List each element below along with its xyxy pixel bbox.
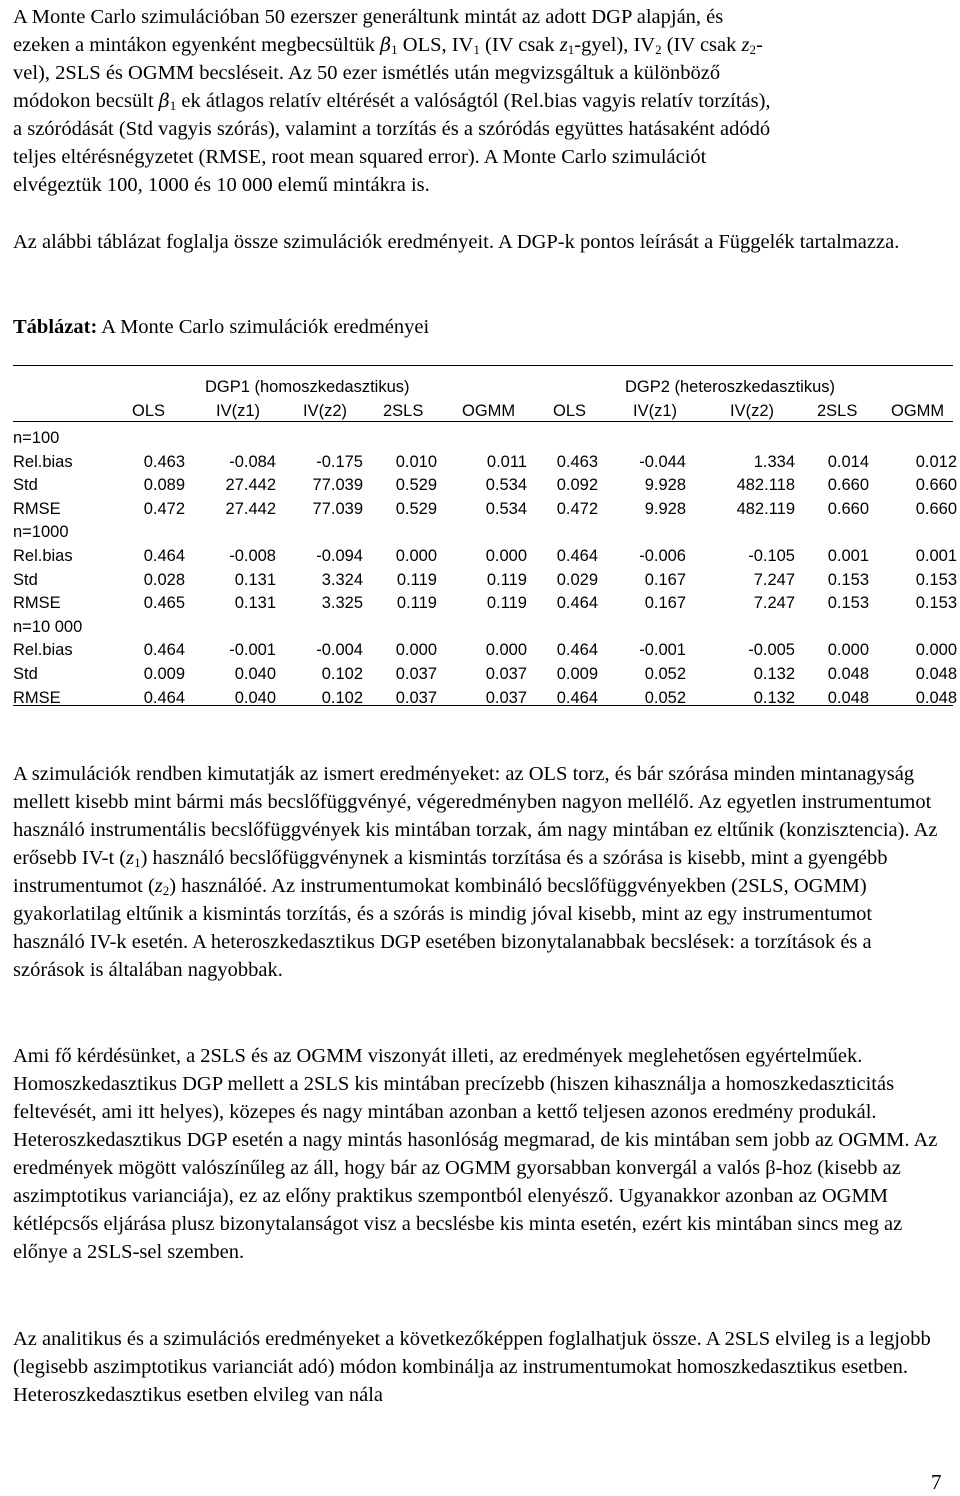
table-cell: -0.094 [316, 546, 363, 565]
table-caption [13, 313, 429, 341]
table-cell: 0.000 [395, 641, 437, 660]
table-cell: 0.029 [556, 570, 598, 589]
table-cell: 0.048 [827, 664, 869, 683]
table-row [13, 587, 957, 613]
sample-size-label: n=100 [13, 429, 60, 447]
table-cell: 482.119 [736, 499, 795, 518]
table-cell: 0.011 [486, 452, 527, 471]
row-label: Std [13, 664, 38, 683]
row-label: Rel.bias [13, 546, 73, 565]
table-cell: -0.001 [639, 641, 686, 660]
intro-line-5: a szóródását (Std vagyis szórás), valamint a torzítás és a szóródás együttes hatásaként adódó [13, 118, 771, 140]
intro-line-6: teljes eltérésnégyzetet (RMSE, root mean squared error). A Monte Carlo szimulációt [13, 146, 707, 168]
row-label: RMSE [13, 688, 61, 707]
column-header: IV(z1) [633, 402, 678, 420]
table-cell: 0.000 [915, 641, 957, 660]
table-cell: 9.928 [644, 499, 686, 518]
table-cell: 0.472 [143, 499, 185, 518]
table-cell: 0.102 [321, 664, 363, 683]
table-row [13, 682, 957, 707]
column-header: OLS [553, 402, 587, 420]
results-table [13, 365, 957, 707]
sample-size-label: n=1000 [13, 523, 69, 542]
table-cell: 0.529 [395, 499, 437, 518]
row-label: Rel.bias [13, 641, 73, 660]
column-header: OLS [132, 402, 166, 420]
table-cell: 27.442 [225, 499, 276, 518]
table-cell: 0.001 [827, 546, 869, 565]
sample-size-row [13, 611, 953, 635]
table-cell: 0.463 [143, 452, 185, 471]
table-cell: 0.465 [143, 594, 185, 613]
discussion-paragraph-2: Ami fő kérdésünket, a 2SLS és az OGMM viszonyát illeti, az eredmények meglehetősen egyértelműek. Homoszkedasztikus DGP mellett a 2SLS kis mintában precízebb (hiszen kihasználja a homoszkedaszticitás feltevését, ami itt helyes), közepes és nagy mintában azonban a kettő teljesen azonos eredmény produkál. Heteroszkedasztikus DGP esetén a nagy mintás hasonlóság megmarad, de kis mintában sem jobb az OGMM. Az eredmények mögött valószínűleg az áll, hogy bár az OGMM gyorsabban konvergál a valós β-hoz (kisebb az aszimptotikus varianciája), ez az előny praktikus szempontból elenyésző. Ugyanakkor azonban az OGMM kétlépcsős eljárása plusz bizonytalanságot visz a becslésbe kis minta esetén, ezért kis mintában sincs meg az előnye a 2SLS-sel szemben. [13, 1045, 938, 1263]
sample-size-label: n=10 000 [13, 617, 83, 636]
table-cell: 0.131 [234, 570, 276, 589]
table-row [13, 634, 957, 660]
table-cell: 0.153 [827, 594, 869, 613]
dgp1-header: DGP1 (homoszkedasztikus) [205, 378, 410, 396]
intro-line-4: módokon becsült $\beta_1$ ek átlagos relatív eltérését a valóságtól (Rel.bias vagyis relatív torzítás), [13, 90, 771, 113]
table-cell: 0.037 [485, 688, 527, 707]
table-cell: 0.131 [234, 594, 276, 613]
table-cell: -0.005 [748, 641, 795, 660]
table-cell: 0.660 [915, 476, 957, 495]
row-label: Std [13, 570, 38, 589]
table-cell: 0.153 [915, 570, 957, 589]
table-column-header [13, 395, 953, 422]
table-cell: 0.092 [556, 476, 598, 495]
intro-line-2: ezeken a mintákon egyenként megbecsültük $\beta_1$ OLS, $IV_1$ (IV csak $z_1-gyel$), $IV_2$ (IV csak $z_2-$ [13, 34, 763, 57]
table-cell: -0.084 [229, 452, 276, 471]
table-cell: 1.334 [753, 452, 795, 471]
table-cell: 7.247 [753, 570, 795, 589]
table-cell: 0.119 [396, 570, 437, 589]
table-cell: 0.028 [143, 570, 185, 589]
table-row [13, 446, 957, 471]
table-row [13, 658, 957, 683]
table-cell: 0.119 [486, 570, 527, 589]
table-cell: 77.039 [312, 499, 363, 518]
table-cell: 0.048 [827, 688, 869, 707]
row-label: Std [13, 476, 38, 495]
table-cell: 0.000 [485, 546, 527, 565]
table-cell: 0.040 [234, 688, 276, 707]
column-header: IV(z2) [303, 402, 348, 420]
table-cell: -0.004 [316, 641, 363, 660]
table-cell: 9.928 [644, 476, 686, 495]
table-cell: 0.000 [827, 641, 869, 660]
table-cell: 3.325 [321, 594, 363, 613]
discussion-paragraph-3: Az analitikus és a szimulációs eredményeket a következőképpen foglalhatjuk össze. A 2SLS elvileg is a legjobb (legisebb aszimptotikus varianciát adó) módon kombinálja az instrumentumokat homoszkedasztikus esetben. Heteroszkedasztikus esetben elvileg van nála [13, 1328, 931, 1406]
table-cell: 0.009 [143, 664, 185, 683]
table-body [13, 422, 957, 707]
table-cell: -0.175 [316, 452, 363, 471]
dgp2-header: DGP2 (heteroszkedasztikus) [625, 378, 835, 396]
column-header: 2SLS [817, 402, 858, 420]
table-cell: 0.534 [485, 476, 527, 495]
table-cell: 0.010 [395, 452, 437, 471]
row-label: RMSE [13, 594, 61, 613]
table-cell: 0.048 [915, 664, 957, 683]
table-cell: -0.008 [229, 546, 276, 565]
table-group-header [13, 371, 953, 395]
column-header: 2SLS [383, 402, 424, 420]
caption-label: Táblázat: [13, 316, 98, 338]
column-header: OGMM [891, 402, 945, 420]
table-cell: 3.324 [321, 570, 363, 589]
page-number: 7 [931, 1470, 942, 1494]
intro-line-3: vel), 2SLS és OGMM becsléseit. Az 50 ezer ismétlés után megvizsgáltuk a különböző [13, 62, 721, 84]
table-cell: 0.052 [644, 664, 686, 683]
table-cell: 0.000 [395, 546, 437, 565]
table-cell: 0.464 [556, 594, 598, 613]
sample-size-row [13, 516, 953, 540]
table-cell: 0.037 [485, 664, 527, 683]
table-cell: 0.464 [556, 641, 598, 660]
table-cell: 0.167 [644, 570, 686, 589]
table-cell: 0.464 [143, 688, 185, 707]
table-cell: 0.464 [143, 641, 185, 660]
table-cell: 0.464 [556, 688, 598, 707]
intro-line-1: A Monte Carlo szimulációban 50 ezerszer generáltunk mintát az adott DGP alapján, és [13, 6, 724, 28]
table-cell: 0.529 [395, 476, 437, 495]
column-header: IV(z2) [730, 402, 775, 420]
table-cell: -0.105 [748, 546, 795, 565]
table-cell: 7.247 [753, 594, 795, 613]
table-row [13, 540, 957, 565]
table-cell: 0.132 [753, 688, 795, 707]
table-cell: 0.464 [143, 546, 185, 565]
table-cell: -0.044 [639, 452, 686, 471]
table-cell: 0.119 [486, 594, 527, 613]
table-cell: 0.464 [556, 546, 598, 565]
intro-line-7: elvégeztük 100, 1000 és 10 000 elemű mintákra is. [13, 174, 430, 196]
table-cell: 0.014 [827, 452, 869, 471]
table-cell: 0.660 [915, 499, 957, 518]
table-cell: 0.052 [644, 688, 686, 707]
table-cell: 0.153 [915, 594, 957, 613]
table-cell: 0.009 [556, 664, 598, 683]
table-row [13, 469, 957, 495]
table-cell: 0.001 [915, 546, 957, 565]
table-cell: 0.089 [143, 476, 185, 495]
table-cell: 482.118 [736, 476, 795, 495]
table-cell: 0.037 [395, 688, 437, 707]
table-cell: 0.463 [556, 452, 598, 471]
sample-size-row [13, 422, 953, 446]
table-cell: 0.534 [485, 499, 527, 518]
table-cell: 0.132 [753, 664, 795, 683]
column-header: IV(z1) [216, 402, 261, 420]
beta-symbol: β [380, 34, 392, 56]
table-cell: 77.039 [312, 476, 363, 495]
table-cell: 27.442 [225, 476, 276, 495]
caption-text: A Monte Carlo szimulációk eredményei [97, 316, 430, 338]
table-cell: 0.119 [396, 594, 437, 613]
table-intro-paragraph: Az alábbi táblázat foglalja össze szimulációk eredményeit. A DGP-k pontos leírását a Függelék tartalmazza. [13, 231, 900, 253]
table-row [13, 493, 957, 518]
table-cell: 0.472 [556, 499, 598, 518]
discussion-paragraph-1: A szimulációk rendben kimutatják az ismert eredményeket: az OLS torz, és bár szórása minden mintanagyság mellett kisebb mint bármi más becslőfüggvényé, végeredményben nagyon mellélő. Az egyetlen instrumentumot használó instrumentális becslőfüggvények kis mintában torzak, ám nagy mintában ez eltűnik (konzisztencia). Az erősebb IV-t $(z_1)$ használó becslőfüggvénynek a kismintás torzítása és a szórása is kisebb, mint a gyengébb instrumentumot $(z_2)$ használóé. Az instrumentumokat kombináló becslőfüggvényekben (2SLS, OGMM) gyakorlatilag eltűnik a kismintás torzítás, és a szórás is mindig jóval kisebb, mint az egy instrumentumot használó IV-k esetén. A heteroszkedasztikus DGP esetében bizonytalanabbak becslések: a torzítások és a szórások is általában nagyobbak. [13, 763, 938, 981]
table-cell: 0.012 [915, 452, 957, 471]
table-cell: 0.660 [827, 499, 869, 518]
table-cell: -0.006 [639, 546, 686, 565]
column-header: OGMM [462, 402, 516, 420]
table-cell: -0.001 [229, 641, 276, 660]
intro-paragraph [13, 3, 943, 199]
table-cell: 0.153 [827, 570, 869, 589]
table-cell: 0.102 [321, 688, 363, 707]
table-cell: 0.040 [234, 664, 276, 683]
table-row [13, 564, 957, 589]
table-cell: 0.660 [827, 476, 869, 495]
table-cell: 0.167 [644, 594, 686, 613]
row-label: RMSE [13, 499, 61, 518]
table-cell: 0.048 [915, 688, 957, 707]
beta-symbol: β [158, 90, 170, 112]
table-cell: 0.000 [485, 641, 527, 660]
row-label: Rel.bias [13, 452, 73, 471]
table-cell: 0.037 [395, 664, 437, 683]
